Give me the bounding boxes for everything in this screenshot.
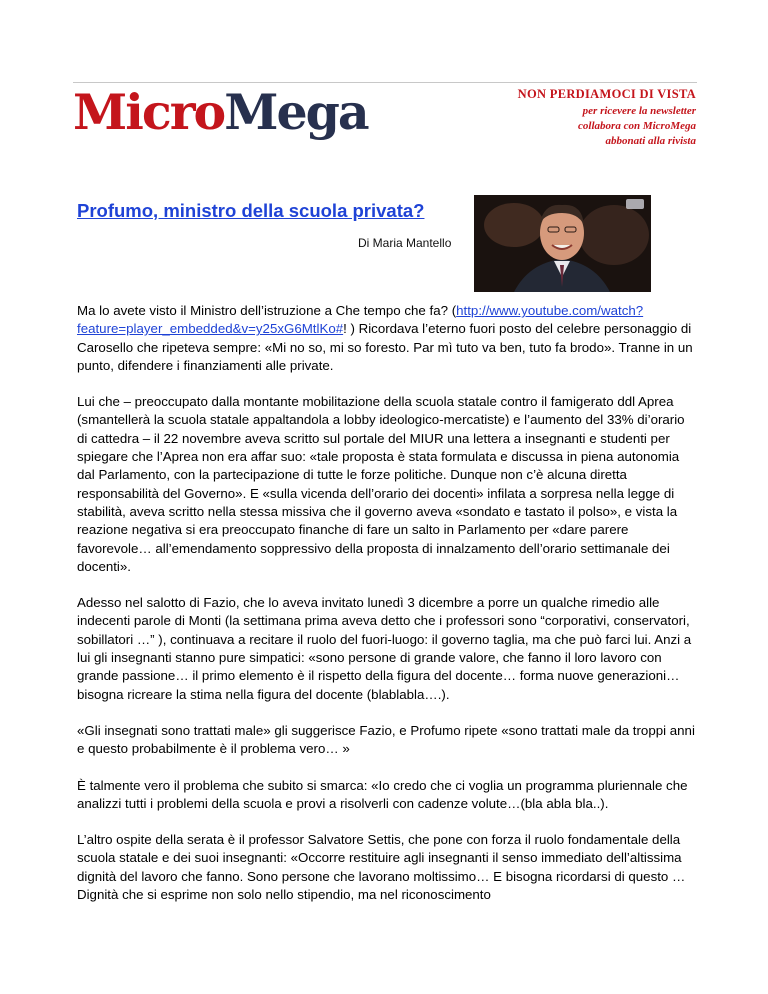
promo-link-abbonati[interactable]: abbonati alla rivista	[605, 135, 696, 147]
promo-heading: NON PERDIAMOCI DI VISTA	[517, 87, 696, 101]
paragraph-3: Adesso nel salotto di Fazio, che lo aveva invitato lunedì 3 dicembre a porre un qualche rimedio alle indecenti parole di Monti (la settimana prima aveva detto che i professori sono “corporativi, conservatori, sobillatori …” ), continuava a recitare il ruolo del fuori-luogo: il governo taglia, ma che può farci lui. Anzi a lui gli insegnanti stanno pure simpatici: «sono persone di grande valore, che fanno il loro lavoro con grande passione… il primo elemento è il rispetto della figura del docente… forma nuove generazioni… bisogna ricreare la stima nella figura del docente (blablabla….).	[77, 595, 692, 702]
portrait-photo	[474, 195, 651, 292]
paragraph-5: È talmente vero il problema che subito si smarca: «Io credo che ci voglia un programma pluriennale che analizzi tutti i problemi della scuola e provi a risolverli con cadenze volute…(bla abla bla..).	[77, 777, 688, 811]
promo-link-collabora[interactable]: collabora con MicroMega	[578, 120, 696, 132]
paragraph-4: «Gli insegnati sono trattati male» gli suggerisce Fazio, e Profumo ripete «sono trattati male da troppi anni e questo probabilmente è il problema vero… »	[77, 722, 695, 757]
article-body	[77, 302, 697, 922]
paragraph-6: L’altro ospite della serata è il professor Salvatore Settis, che pone con forza il ruolo fondamentale della scuola statale e dei suoi insegnanti: «Occorre restituire agli insegnanti il senso immediato dell’altissima dignità del lavoro che fanno. Sono persone che lavorano moltissimo… E bisogna ricordarsi di questo …Dignità che si esprime non solo nello stipendio, ma nel riconoscimento	[77, 832, 686, 903]
promo-link-newsletter[interactable]: per ricevere la newsletter	[582, 105, 696, 117]
micromega-logo[interactable]	[73, 82, 368, 142]
article-title[interactable]: Profumo, ministro della scuola privata?	[77, 200, 425, 221]
logo-mega: Mega	[224, 83, 368, 141]
paragraph-1	[77, 302, 697, 375]
paragraph-1-start: Ma lo avete visto il Ministro dell’istruzione a Che tempo che fa? (	[77, 303, 457, 318]
youtube-link[interactable]: http://www.youtube.com/watch?feature=player_embedded&v=y25xG6MtlKo#	[77, 303, 644, 337]
article-byline: Di Maria Mantello	[358, 236, 452, 250]
newsletter-promo	[518, 86, 696, 149]
paragraph-2: Lui che – preoccupato dalla montante mobilitazione della scuola statale contro il famigerato ddl Aprea (smantellerà la scuola statale appaltandola a lobby ideologico-mercatiste) e l’aumento del 33% di’orario di cattedra – il 22 novembre aveva scritto sul portale del MIUR una lettera a insegnanti e studenti per spiegare che l’Aprea non era affar suo: «tale proposta è stata formulata e discussa in piena autonomia dal Parlamento, con la partecipazione di tutte le forze politiche. Dunque non c’è alcuna diretta responsabilità del Governo». E «sulla vicenda dell’orario dei docenti» infilata a sorpresa nella legge di stabilità, aveva scritto nella stessa missiva che il governo aveva «sondato e tastato il polso», e vista la reazione negativa si era preoccupato finanche di fare un salto in Parlamento per «dare parere favorevole… all’emendamento soppressivo della proposta di innalzamento dell’orario settimanale dei docenti».	[77, 394, 685, 574]
logo-micro: Micro	[73, 83, 225, 141]
paragraph-1-end: ! ) Ricordava l’eterno fuori posto del celebre personaggio di Carosello che ripeteva sempre: «Mi no so, mi so foresto. Par mì tuto va ben, tuto fa brodo». Tranne in un punto, difendere i finanziamenti alle private.	[77, 321, 693, 373]
